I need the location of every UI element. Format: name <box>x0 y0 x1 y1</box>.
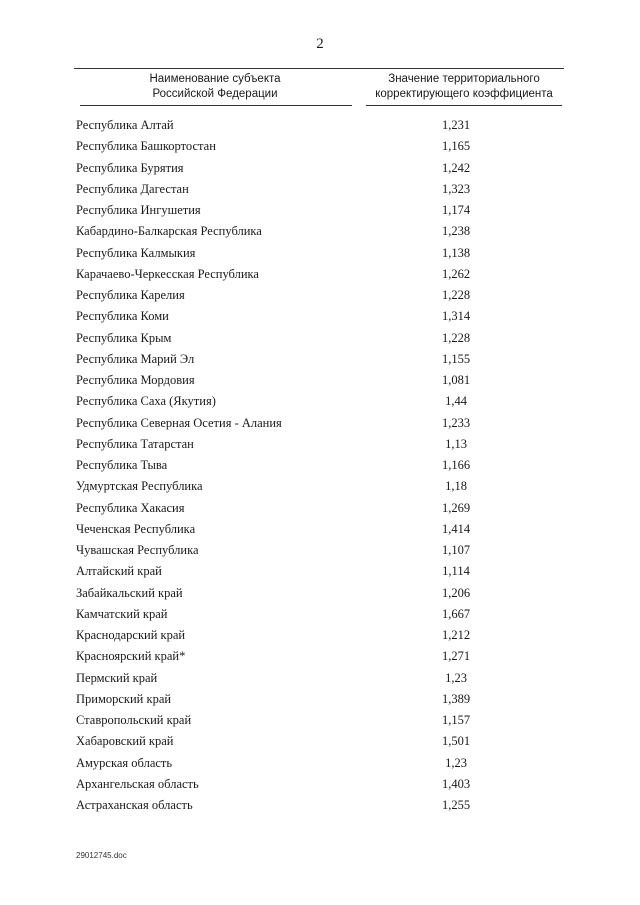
region-name: Республика Татарстан <box>76 436 194 451</box>
coefficient-value: 1,242 <box>441 160 471 175</box>
region-name: Кабардино-Балкарская Республика <box>76 224 262 239</box>
table-row <box>76 795 546 816</box>
column-header-coefficient <box>364 72 564 102</box>
coefficient-value: 1,13 <box>445 436 467 451</box>
coefficient-value: 1,18 <box>445 479 467 494</box>
coefficient-value: 1,238 <box>441 224 471 239</box>
coefficient-value: 1,081 <box>441 373 471 387</box>
table-row <box>76 710 546 731</box>
table-body <box>76 115 546 816</box>
coefficient-value: 1,23 <box>445 670 467 685</box>
table-row <box>76 306 546 327</box>
table-row <box>76 625 546 646</box>
region-name: Республика Калмыкия <box>76 245 196 260</box>
file-name-footer: 29012745.doc <box>76 851 127 860</box>
region-name: Камчатский край <box>76 606 168 621</box>
region-name: Ставропольский край <box>76 713 192 727</box>
coefficient-value: 1,314 <box>441 309 471 324</box>
table-row <box>76 370 546 391</box>
region-name: Республика Бурятия <box>76 160 184 175</box>
coefficient-value: 1,501 <box>441 734 471 749</box>
table-row <box>76 561 546 582</box>
coefficient-value: 1,166 <box>441 458 471 472</box>
table-row <box>76 264 546 285</box>
region-name: Республика Карелия <box>76 288 185 302</box>
table-row <box>76 540 546 561</box>
table-row <box>76 519 546 540</box>
coefficient-value: 1,389 <box>441 691 471 706</box>
table-row <box>76 434 546 455</box>
coefficient-value: 1,269 <box>441 500 471 515</box>
table-row <box>76 328 546 349</box>
table-row <box>76 158 546 179</box>
table-row <box>76 136 546 157</box>
coefficient-value: 1,323 <box>441 181 471 196</box>
column-header-region-line1: Наименование субъекта <box>149 73 281 85</box>
region-name: Республика Коми <box>76 309 169 324</box>
column-header-region <box>74 72 356 102</box>
header-underline-coefficient <box>366 105 562 106</box>
coefficient-value: 1,155 <box>441 351 471 366</box>
region-name: Республика Марий Эл <box>76 351 195 366</box>
table-row <box>76 774 546 795</box>
table-row <box>76 200 546 221</box>
coefficient-value: 1,228 <box>441 330 471 345</box>
page-number: 2 <box>316 36 324 52</box>
region-name: Пермский край <box>76 670 158 685</box>
coefficient-value: 1,271 <box>441 649 471 664</box>
region-name: Карачаево-Черкесская Республика <box>76 266 259 281</box>
region-name: Республика Башкортостан <box>76 139 216 154</box>
table-row <box>76 455 546 476</box>
region-name: Республика Дагестан <box>76 181 189 196</box>
column-header-coefficient-line2: корректирующего коэффициента <box>375 88 553 100</box>
coefficient-value: 1,138 <box>441 245 471 260</box>
table-row <box>76 753 546 774</box>
region-name: Амурская область <box>76 755 173 770</box>
coefficient-value: 1,262 <box>441 266 471 281</box>
table-row <box>76 179 546 200</box>
region-name: Приморский край <box>76 691 172 706</box>
coefficient-value: 1,165 <box>441 139 471 154</box>
table-row <box>76 413 546 434</box>
table-row <box>76 646 546 667</box>
region-name: Республика Северная Осетия - Алания <box>76 415 282 430</box>
region-name: Астраханская область <box>76 798 193 812</box>
region-name: Республика Мордовия <box>76 373 195 387</box>
region-name: Алтайский край <box>76 564 162 579</box>
table-row <box>76 115 546 136</box>
coefficient-value: 1,206 <box>441 585 471 600</box>
column-header-coefficient-line1: Значение территориального <box>388 73 540 85</box>
region-name: Забайкальский край <box>76 585 183 600</box>
table-row <box>76 498 546 519</box>
coefficient-value: 1,414 <box>441 521 471 536</box>
coefficient-value: 1,157 <box>441 713 471 727</box>
region-name: Республика Саха (Якутия) <box>76 394 216 409</box>
region-name: Чувашская Республика <box>76 543 199 557</box>
coefficient-value: 1,233 <box>441 415 471 430</box>
coefficient-value: 1,44 <box>445 394 467 409</box>
coefficient-value: 1,174 <box>441 203 471 217</box>
table-row <box>76 476 546 497</box>
table-row <box>76 349 546 370</box>
region-name: Республика Тыва <box>76 458 168 472</box>
region-name: Республика Ингушетия <box>76 203 201 217</box>
region-name: Хабаровский край <box>76 734 174 749</box>
coefficient-value: 1,667 <box>441 606 471 621</box>
region-name: Красноярский край* <box>76 649 186 664</box>
table-row <box>76 731 546 752</box>
table-row <box>76 689 546 710</box>
table-row <box>76 583 546 604</box>
region-name: Республика Хакасия <box>76 500 185 515</box>
coefficient-value: 1,114 <box>442 564 470 579</box>
table-row <box>76 391 546 412</box>
table-row <box>76 604 546 625</box>
table-header <box>74 68 564 105</box>
coefficient-value: 1,212 <box>441 628 471 642</box>
region-name: Архангельская область <box>76 776 199 791</box>
coefficient-value: 1,231 <box>441 118 471 132</box>
coefficient-value: 1,23 <box>445 755 467 770</box>
table-row <box>76 243 546 264</box>
table-row <box>76 668 546 689</box>
column-header-region-line2: Российской Федерации <box>152 88 278 100</box>
coefficient-value: 1,107 <box>441 543 471 557</box>
region-name: Удмуртская Республика <box>76 479 203 494</box>
table-row <box>76 221 546 242</box>
region-name: Краснодарский край <box>76 628 186 642</box>
region-name: Республика Алтай <box>76 118 174 132</box>
region-name: Республика Крым <box>76 330 172 345</box>
region-name: Чеченская Республика <box>76 521 196 536</box>
header-underline-region <box>80 105 352 106</box>
coefficient-value: 1,403 <box>441 776 471 791</box>
coefficient-value: 1,228 <box>441 288 471 302</box>
table-row <box>76 285 546 306</box>
coefficient-value: 1,255 <box>441 798 471 812</box>
